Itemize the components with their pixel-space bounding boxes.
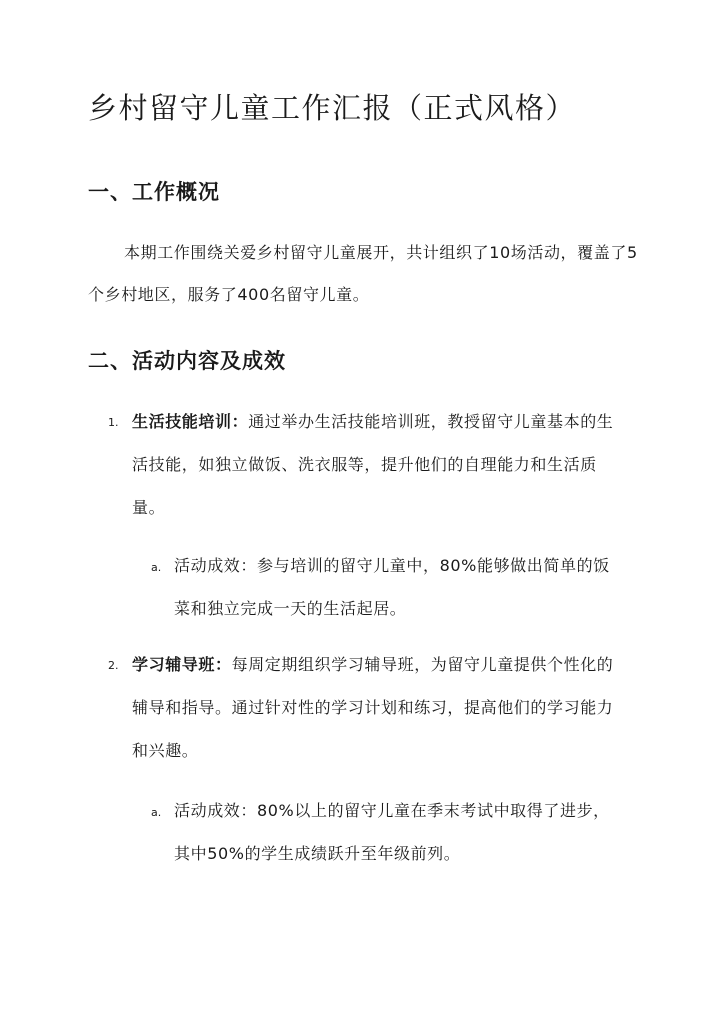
list-item-text — [132, 643, 622, 772]
list-item-label: 生活技能培训： — [132, 412, 249, 431]
list-marker: 2. — [108, 659, 119, 672]
section-heading-overview: 一、工作概况 — [88, 180, 220, 204]
document-title: 乡村留守儿童工作汇报（正式风格） — [88, 91, 577, 125]
sub-list-marker: a. — [151, 806, 162, 819]
sub-list-item-text: 活动成效：参与培训的留守儿童中，80%能够做出简单的饭菜和独立完成一天的生活起居。 — [174, 556, 610, 618]
sub-list-item-text: 活动成效：80%以上的留守儿童在季末考试中取得了进步，其中50%的学生成绩跃升至年级前列。 — [174, 801, 610, 863]
list-marker: 1. — [108, 416, 119, 429]
section-heading-activities: 二、活动内容及成效 — [88, 349, 286, 373]
list-item-body: 每周定期组织学习辅导班，为留守儿童提供个性化的辅导和指导。通过针对性的学习计划和练习，提高他们的学习能力和兴趣。 — [132, 655, 614, 760]
list-item-text — [132, 400, 622, 529]
list-item-label: 学习辅导班： — [132, 655, 232, 674]
overview-paragraph: 本期工作围绕关爱乡村留守儿童展开，共计组织了10场活动，覆盖了5个乡村地区，服务了400名留守儿童。 — [88, 243, 638, 304]
sub-list-marker: a. — [151, 561, 162, 574]
list-item-body: 通过举办生活技能培训班，教授留守儿童基本的生活技能，如独立做饭、洗衣服等，提升他们的自理能力和生活质量。 — [132, 412, 614, 517]
